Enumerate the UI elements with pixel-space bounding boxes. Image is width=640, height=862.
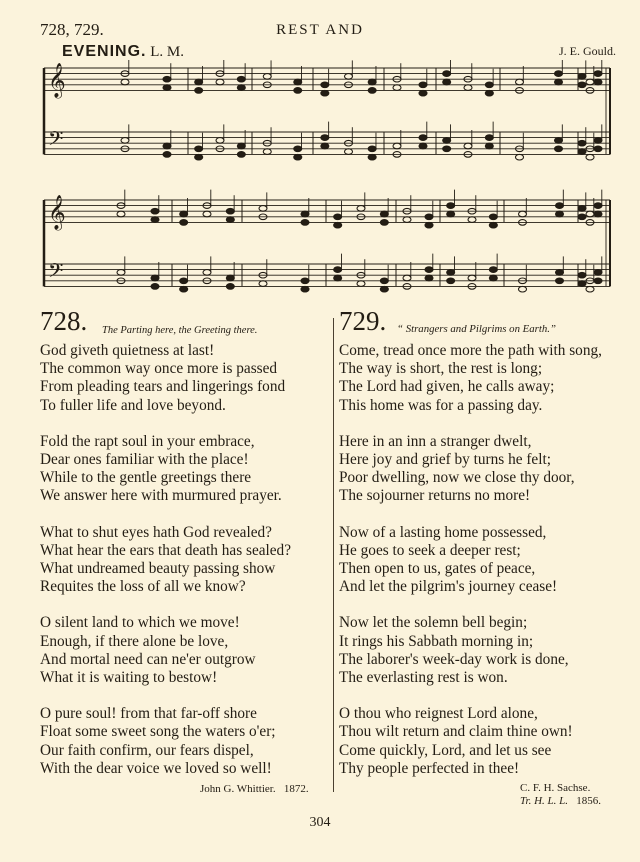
tune-name: EVENING. — [62, 43, 147, 60]
note-head — [195, 146, 203, 152]
stanza — [339, 342, 624, 415]
verse-line: While to the gentle greetings there — [40, 469, 252, 487]
note-head — [195, 88, 203, 94]
note-head — [403, 217, 411, 223]
verse-line: Then open to us, gates of peace, — [339, 560, 536, 578]
verse-line: We answer here with murmured prayer. — [40, 487, 282, 505]
note-head — [237, 76, 245, 82]
note-head — [594, 203, 602, 209]
hymn-728 — [40, 306, 332, 796]
note-head — [163, 152, 171, 158]
stanza — [40, 433, 332, 506]
note-head — [368, 154, 376, 160]
note-head — [117, 211, 125, 217]
page-number: 304 — [309, 815, 331, 830]
hymn-729 — [339, 306, 624, 796]
note-head — [180, 278, 188, 284]
hymn-729-stanzas — [339, 342, 624, 778]
verse-line: What undreamed beauty passing show — [40, 560, 276, 578]
stanza — [40, 342, 332, 415]
verse-line: He goes to seek a deeper rest; — [339, 541, 521, 559]
note-head — [237, 85, 245, 91]
note-head — [393, 143, 401, 149]
note-head — [180, 211, 188, 217]
verse-line: With the dear voice we loved so well! — [40, 759, 272, 777]
note-head — [555, 138, 563, 144]
note-head — [180, 220, 188, 226]
note-head — [468, 217, 476, 223]
verse-line: And let the pilgrim's journey cease! — [339, 578, 558, 596]
verse-line: Dear ones familiar with the place! — [40, 451, 249, 469]
note-head — [556, 278, 564, 284]
treble-clef-icon: 𝄞 — [48, 63, 66, 98]
note-head — [586, 79, 594, 85]
hymn-729-translator: Tr. H. L. L. — [520, 795, 569, 807]
verse-line: And mortal need can ne'er outgrow — [40, 650, 256, 668]
stanza — [339, 433, 624, 506]
verse-line: From pleading tears and lingerings fond — [40, 378, 286, 396]
verse-line: What it is waiting to bestow! — [40, 669, 218, 687]
note-head — [368, 146, 376, 152]
verse-line: The sojourner returns no more! — [339, 487, 531, 505]
hymn-numbers: 728, 729. — [40, 20, 104, 39]
note-head — [443, 79, 451, 85]
note-head — [334, 267, 342, 273]
note-head — [195, 79, 203, 85]
note-head — [594, 211, 602, 217]
note-head — [594, 270, 602, 276]
hymn-729-subtitle: “ Strangers and Pilgrims on Earth.” — [397, 323, 556, 335]
note-head — [578, 206, 586, 212]
hymn-728-attribution — [200, 783, 309, 795]
note-head — [425, 275, 433, 281]
note-head — [594, 79, 602, 85]
tune-heading — [62, 43, 184, 61]
verse-line: O pure soul! from that far-off shore — [40, 705, 257, 723]
note-head — [259, 206, 267, 212]
note-head — [380, 211, 388, 217]
note-head — [203, 270, 211, 276]
note-head — [419, 90, 427, 96]
note-head — [516, 154, 524, 160]
note-head — [151, 208, 159, 214]
verse-line: God giveth quietness at last! — [40, 342, 215, 359]
hymn-728-heading — [40, 306, 332, 342]
note-head — [403, 275, 411, 281]
note-head — [489, 222, 497, 228]
bass-clef-icon: 𝄢 — [48, 259, 64, 287]
note-head — [594, 146, 602, 152]
stanza — [40, 614, 332, 687]
note-head — [334, 214, 342, 220]
note-head — [586, 211, 594, 217]
stanza — [339, 705, 624, 778]
note-head — [447, 203, 455, 209]
verse-line: Float some sweet song the waters o'er; — [40, 723, 276, 741]
verse-line: O thou who reignest Lord alone, — [339, 705, 538, 723]
note-head — [578, 214, 586, 220]
note-head — [556, 270, 564, 276]
note-head — [556, 203, 564, 209]
stanza — [339, 524, 624, 597]
verse-line: Thou wilt return and claim thine own! — [339, 723, 573, 741]
note-head — [489, 267, 497, 273]
hymn-728-stanzas — [40, 342, 332, 778]
note-head — [578, 82, 586, 88]
note-head — [425, 214, 433, 220]
note-head — [301, 211, 309, 217]
note-head — [294, 79, 302, 85]
note-head — [425, 267, 433, 273]
note-head — [578, 140, 586, 146]
note-head — [485, 82, 493, 88]
note-head — [594, 71, 602, 77]
hymn-729-year: 1856. — [576, 795, 602, 807]
note-head — [578, 272, 586, 278]
note-head — [237, 152, 245, 158]
verse-line: Fold the rapt soul in your embrace, — [40, 432, 255, 450]
note-head — [301, 278, 309, 284]
note-head — [468, 275, 476, 281]
note-head — [443, 71, 451, 77]
note-head — [464, 85, 472, 91]
verse-line: It rings his Sabbath morning in; — [339, 632, 534, 650]
note-head — [443, 146, 451, 152]
note-head — [447, 211, 455, 217]
verse-line: Requites the loss of all we know? — [40, 578, 246, 596]
note-head — [163, 76, 171, 82]
note-head — [489, 214, 497, 220]
note-head — [237, 143, 245, 149]
note-head — [485, 143, 493, 149]
note-head — [380, 220, 388, 226]
note-head — [321, 82, 329, 88]
verse-line: The common way once more is passed — [40, 360, 278, 378]
hymn-729-heading — [339, 306, 624, 342]
note-head — [301, 220, 309, 226]
note-head — [447, 278, 455, 284]
note-head — [121, 138, 129, 144]
verse-line: The everlasting rest is won. — [339, 669, 508, 687]
verse-line: Come, tread once more the path with song, — [339, 342, 602, 359]
note-head — [555, 71, 563, 77]
tune-meter: L. M. — [150, 44, 184, 60]
note-head — [578, 149, 586, 155]
note-head — [380, 278, 388, 284]
note-head — [345, 74, 353, 80]
note-head — [163, 143, 171, 149]
note-head — [203, 211, 211, 217]
verse-line: Thy people perfected in thee! — [339, 759, 520, 777]
note-head — [419, 135, 427, 141]
note-head — [151, 275, 159, 281]
note-head — [151, 217, 159, 223]
note-head — [586, 286, 594, 292]
note-head — [357, 281, 365, 287]
verse-line: What hear the ears that death has sealed? — [40, 541, 291, 559]
note-head — [485, 90, 493, 96]
column-divider — [333, 318, 334, 792]
note-head — [226, 275, 234, 281]
verse-line: The laborer's week-day work is done, — [339, 650, 569, 668]
verse-line: Here joy and grief by turns he felt; — [339, 451, 551, 469]
note-head — [489, 275, 497, 281]
note-head — [556, 211, 564, 217]
hymn-728-year: 1872. — [283, 783, 309, 795]
note-head — [163, 85, 171, 91]
hymn-729-author: C. F. H. Sachse. — [520, 782, 591, 794]
note-head — [485, 135, 493, 141]
note-head — [216, 138, 224, 144]
note-head — [216, 79, 224, 85]
verse-line: The way is short, the rest is long; — [339, 360, 543, 378]
verse-line: Poor dwelling, now we close thy door, — [339, 469, 575, 487]
hymn-728-number: 728. — [40, 306, 88, 336]
note-head — [321, 135, 329, 141]
hymn-729-number: 729. — [339, 306, 387, 336]
note-head — [195, 154, 203, 160]
hymn-729-attribution — [520, 782, 601, 808]
stanza — [40, 524, 332, 597]
verse-line: Enough, if there alone be love, — [40, 632, 229, 650]
note-head — [321, 90, 329, 96]
note-head — [294, 154, 302, 160]
note-head — [393, 85, 401, 91]
note-head — [447, 270, 455, 276]
verse-line: What to shut eyes hath God revealed? — [40, 523, 272, 541]
note-head — [425, 222, 433, 228]
verse-line: Here in an inn a stranger dwelt, — [339, 432, 532, 450]
note-head — [263, 149, 271, 155]
note-head — [263, 74, 271, 80]
stanza — [339, 614, 624, 687]
note-head — [586, 154, 594, 160]
note-head — [334, 275, 342, 281]
note-head — [294, 88, 302, 94]
note-head — [294, 146, 302, 152]
verse-line: Come quickly, Lord, and let us see — [339, 741, 552, 759]
verse-line: To fuller life and love beyond. — [40, 396, 226, 414]
note-head — [357, 206, 365, 212]
note-head — [594, 278, 602, 284]
verse-line: Now let the solemn bell begin; — [339, 614, 528, 632]
note-head — [443, 138, 451, 144]
music-score — [0, 60, 640, 305]
note-head — [180, 286, 188, 292]
hymn-728-author: John G. Whittier. — [200, 783, 276, 795]
note-head — [555, 146, 563, 152]
note-head — [321, 143, 329, 149]
note-head — [519, 286, 527, 292]
composer: J. E. Gould. — [559, 44, 616, 58]
verse-line: Now of a lasting home possessed, — [339, 523, 547, 541]
note-head — [334, 222, 342, 228]
verse-line: This home was for a passing day. — [339, 396, 543, 414]
note-head — [594, 138, 602, 144]
note-head — [259, 281, 267, 287]
note-head — [380, 286, 388, 292]
note-head — [345, 149, 353, 155]
stanza — [40, 705, 332, 778]
note-head — [419, 143, 427, 149]
note-head — [419, 82, 427, 88]
verse-line: O silent land to which we move! — [40, 614, 240, 632]
note-head — [516, 79, 524, 85]
bass-clef-icon: 𝄢 — [48, 127, 64, 155]
note-head — [578, 74, 586, 80]
note-head — [151, 284, 159, 290]
note-head — [368, 79, 376, 85]
note-head — [226, 217, 234, 223]
note-head — [301, 286, 309, 292]
note-head — [226, 208, 234, 214]
verse-line: Our faith confirm, our fears dispel, — [40, 741, 254, 759]
note-head — [121, 79, 129, 85]
hymn-728-subtitle: The Parting here, the Greeting there. — [102, 325, 258, 336]
verse-line: The Lord had given, he calls away; — [339, 378, 555, 396]
note-head — [464, 143, 472, 149]
note-head — [226, 284, 234, 290]
running-title: REST AND — [276, 22, 364, 38]
note-head — [117, 270, 125, 276]
note-head — [578, 281, 586, 287]
treble-clef-icon: 𝄞 — [48, 195, 66, 230]
note-head — [519, 211, 527, 217]
note-head — [368, 88, 376, 94]
note-head — [555, 79, 563, 85]
